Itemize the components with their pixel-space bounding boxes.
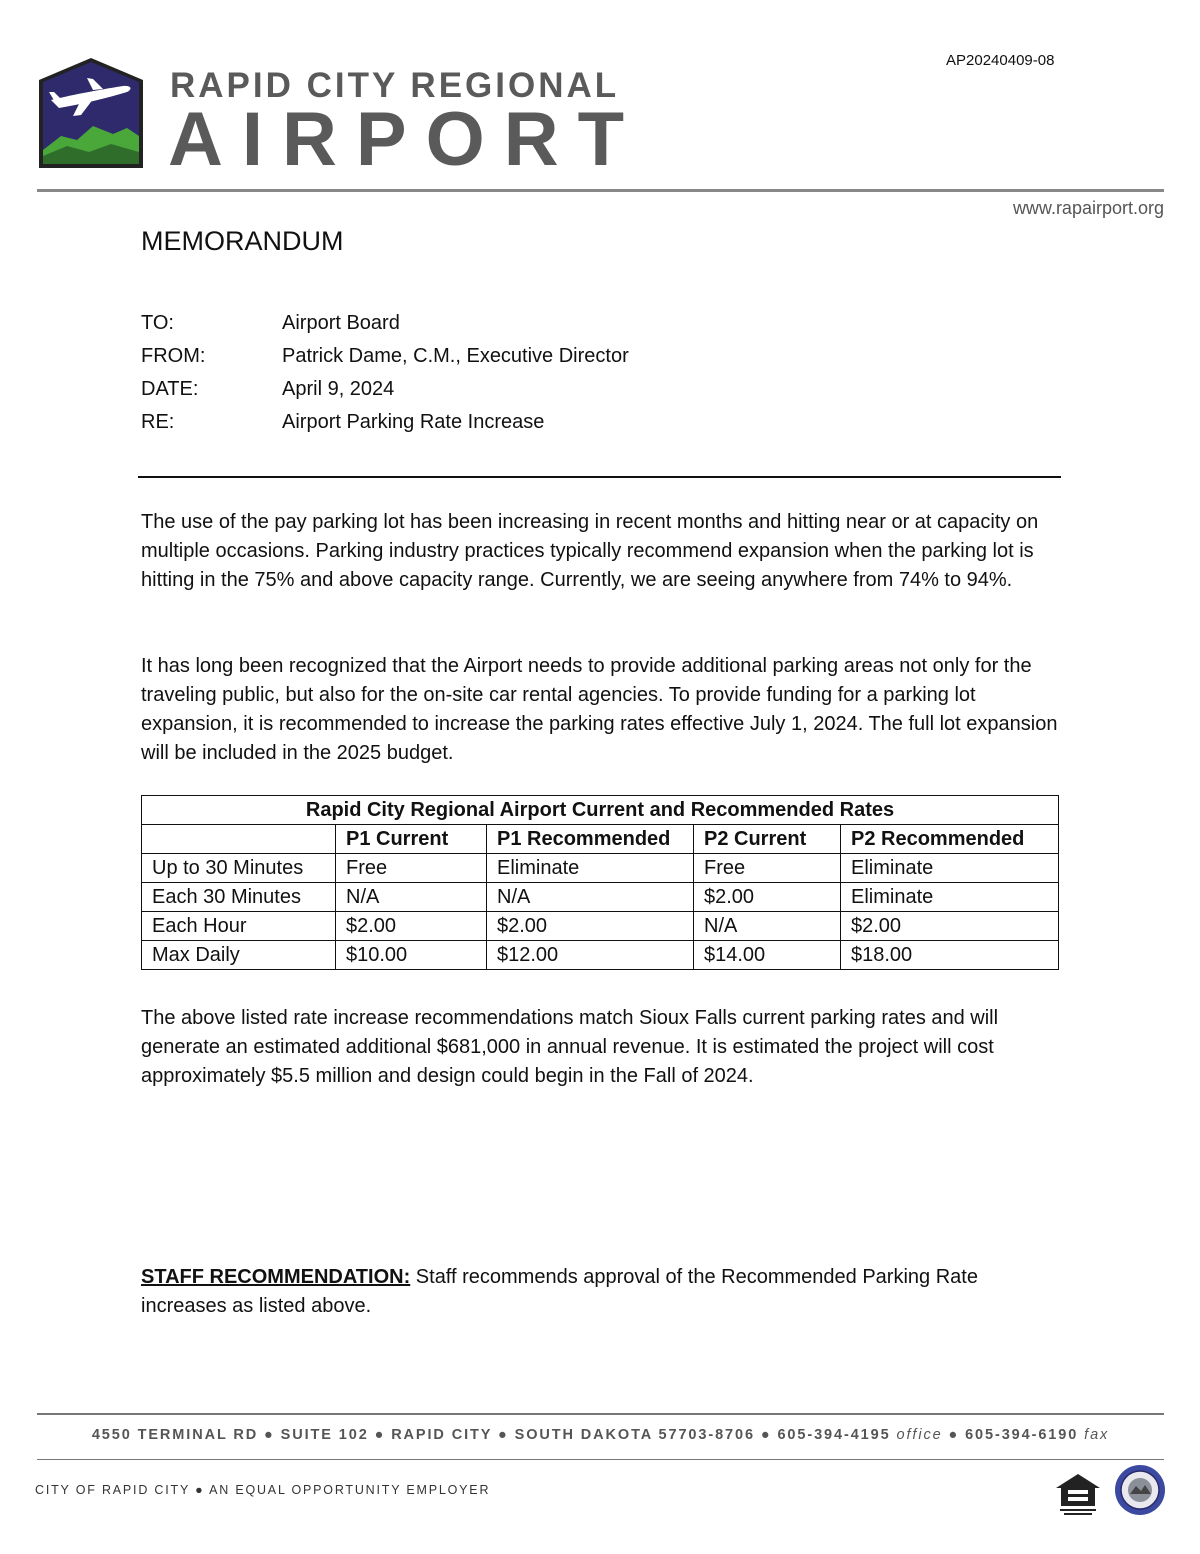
footer-phone: 605-394-4195 — [777, 1427, 891, 1443]
org-name-line1: RAPID CITY REGIONAL — [170, 66, 620, 105]
table-cell: Free — [336, 854, 487, 883]
equal-housing-icon — [1054, 1472, 1102, 1516]
table-title: Rapid City Regional Airport Current and Recommended Rates — [142, 796, 1059, 825]
re-label: RE: — [141, 411, 175, 433]
table-cell: Max Daily — [142, 941, 336, 970]
memo-title: MEMORANDUM — [141, 226, 344, 256]
table-cell: N/A — [694, 912, 841, 941]
table-row — [142, 941, 1059, 970]
header-cell — [142, 825, 336, 854]
table-cell: $14.00 — [694, 941, 841, 970]
header-cell: P2 Current — [694, 825, 841, 854]
header-divider — [37, 189, 1164, 192]
table-cell: Up to 30 Minutes — [142, 854, 336, 883]
table-title-row — [142, 796, 1059, 825]
body-paragraph-1: The use of the pay parking lot has been increasing in recent months and hitting near or at capacity on multiple occasions. Parking industry practices typically recommend expansion when the parking lot is hitting in the 75% and above capacity range. Currently, we are seeing anywhere from 74% to 94%. — [141, 511, 1039, 591]
table-cell: Eliminate — [841, 854, 1059, 883]
footer-address: 4550 TERMINAL RD ● SUITE 102 ● RAPID CITY ● SOUTH DAKOTA 57703-8706 ● 605-394-4195 office ● 605-394-6190 fax — [91, 1427, 1110, 1443]
table-row — [142, 912, 1059, 941]
footer-employer: CITY OF RAPID CITY ● AN EQUAL OPPORTUNITY EMPLOYER — [35, 1483, 491, 1497]
table-cell: $10.00 — [336, 941, 487, 970]
org-name-line2: AIRPORT — [168, 97, 643, 182]
table-cell: $2.00 — [336, 912, 487, 941]
footer-fax-label: fax — [1084, 1427, 1110, 1443]
to-label: TO: — [141, 312, 174, 334]
staff-recommendation — [141, 1263, 1061, 1321]
table-row — [142, 883, 1059, 912]
table-cell: N/A — [487, 883, 694, 912]
header-cell: P1 Recommended — [487, 825, 694, 854]
rates-table — [141, 795, 1059, 970]
re-value: Airport Parking Rate Increase — [282, 411, 545, 433]
body-paragraph-3: The above listed rate increase recommendations match Sioux Falls current parking rates and will generate an estimated additional $681,000 in annual revenue. It is estimated the project will cost approximately $5.5 million and design could begin in the Fall of 2024. — [141, 1007, 999, 1087]
table-cell: $2.00 — [841, 912, 1059, 941]
website-link[interactable]: www.rapairport.org — [1012, 198, 1164, 218]
city-seal-icon — [1114, 1464, 1166, 1516]
footer-suite: SUITE 102 — [280, 1427, 369, 1443]
table-cell: Each Hour — [142, 912, 336, 941]
memo-header-divider — [138, 476, 1061, 478]
airport-logo — [37, 56, 145, 170]
table-cell: Free — [694, 854, 841, 883]
table-cell: Each 30 Minutes — [142, 883, 336, 912]
document-id: AP20240409-08 — [946, 52, 1055, 69]
from-label: FROM: — [141, 345, 206, 367]
from-value: Patrick Dame, C.M., Executive Director — [282, 345, 629, 367]
footer-city: RAPID CITY — [391, 1427, 493, 1443]
table-cell: $12.00 — [487, 941, 694, 970]
footer-phone-label: office — [896, 1427, 943, 1443]
staff-recommendation-text: Staff recommends approval of the Recommended Parking Rate increases as listed above. — [141, 1266, 978, 1317]
footer-street: 4550 TERMINAL RD — [91, 1427, 259, 1443]
footer-divider-bottom — [37, 1459, 1164, 1460]
table-cell: N/A — [336, 883, 487, 912]
staff-recommendation-label: STAFF RECOMMENDATION: — [141, 1266, 411, 1288]
table-row — [142, 854, 1059, 883]
table-cell: $18.00 — [841, 941, 1059, 970]
table-cell: $2.00 — [694, 883, 841, 912]
footer-divider-top — [37, 1413, 1164, 1415]
date-label: DATE: — [141, 378, 199, 400]
table-cell: Eliminate — [487, 854, 694, 883]
table-header-row — [142, 825, 1059, 854]
to-value: Airport Board — [282, 312, 400, 334]
footer-fax: 605-394-6190 — [965, 1427, 1079, 1443]
table-cell: Eliminate — [841, 883, 1059, 912]
body-paragraph-2: It has long been recognized that the Airport needs to provide additional parking areas not only for the traveling public, but also for the on-site car rental agencies. To provide funding for a parking lot expansion, it is recommended to increase the parking rates effective July 1, 2024. The full lot expansion will be included in the 2025 budget. — [141, 655, 1058, 764]
header-cell: P1 Current — [336, 825, 487, 854]
date-value: April 9, 2024 — [282, 378, 395, 400]
footer-state-zip: SOUTH DAKOTA 57703-8706 — [514, 1427, 755, 1443]
table-cell: $2.00 — [487, 912, 694, 941]
header-cell: P2 Recommended — [841, 825, 1059, 854]
